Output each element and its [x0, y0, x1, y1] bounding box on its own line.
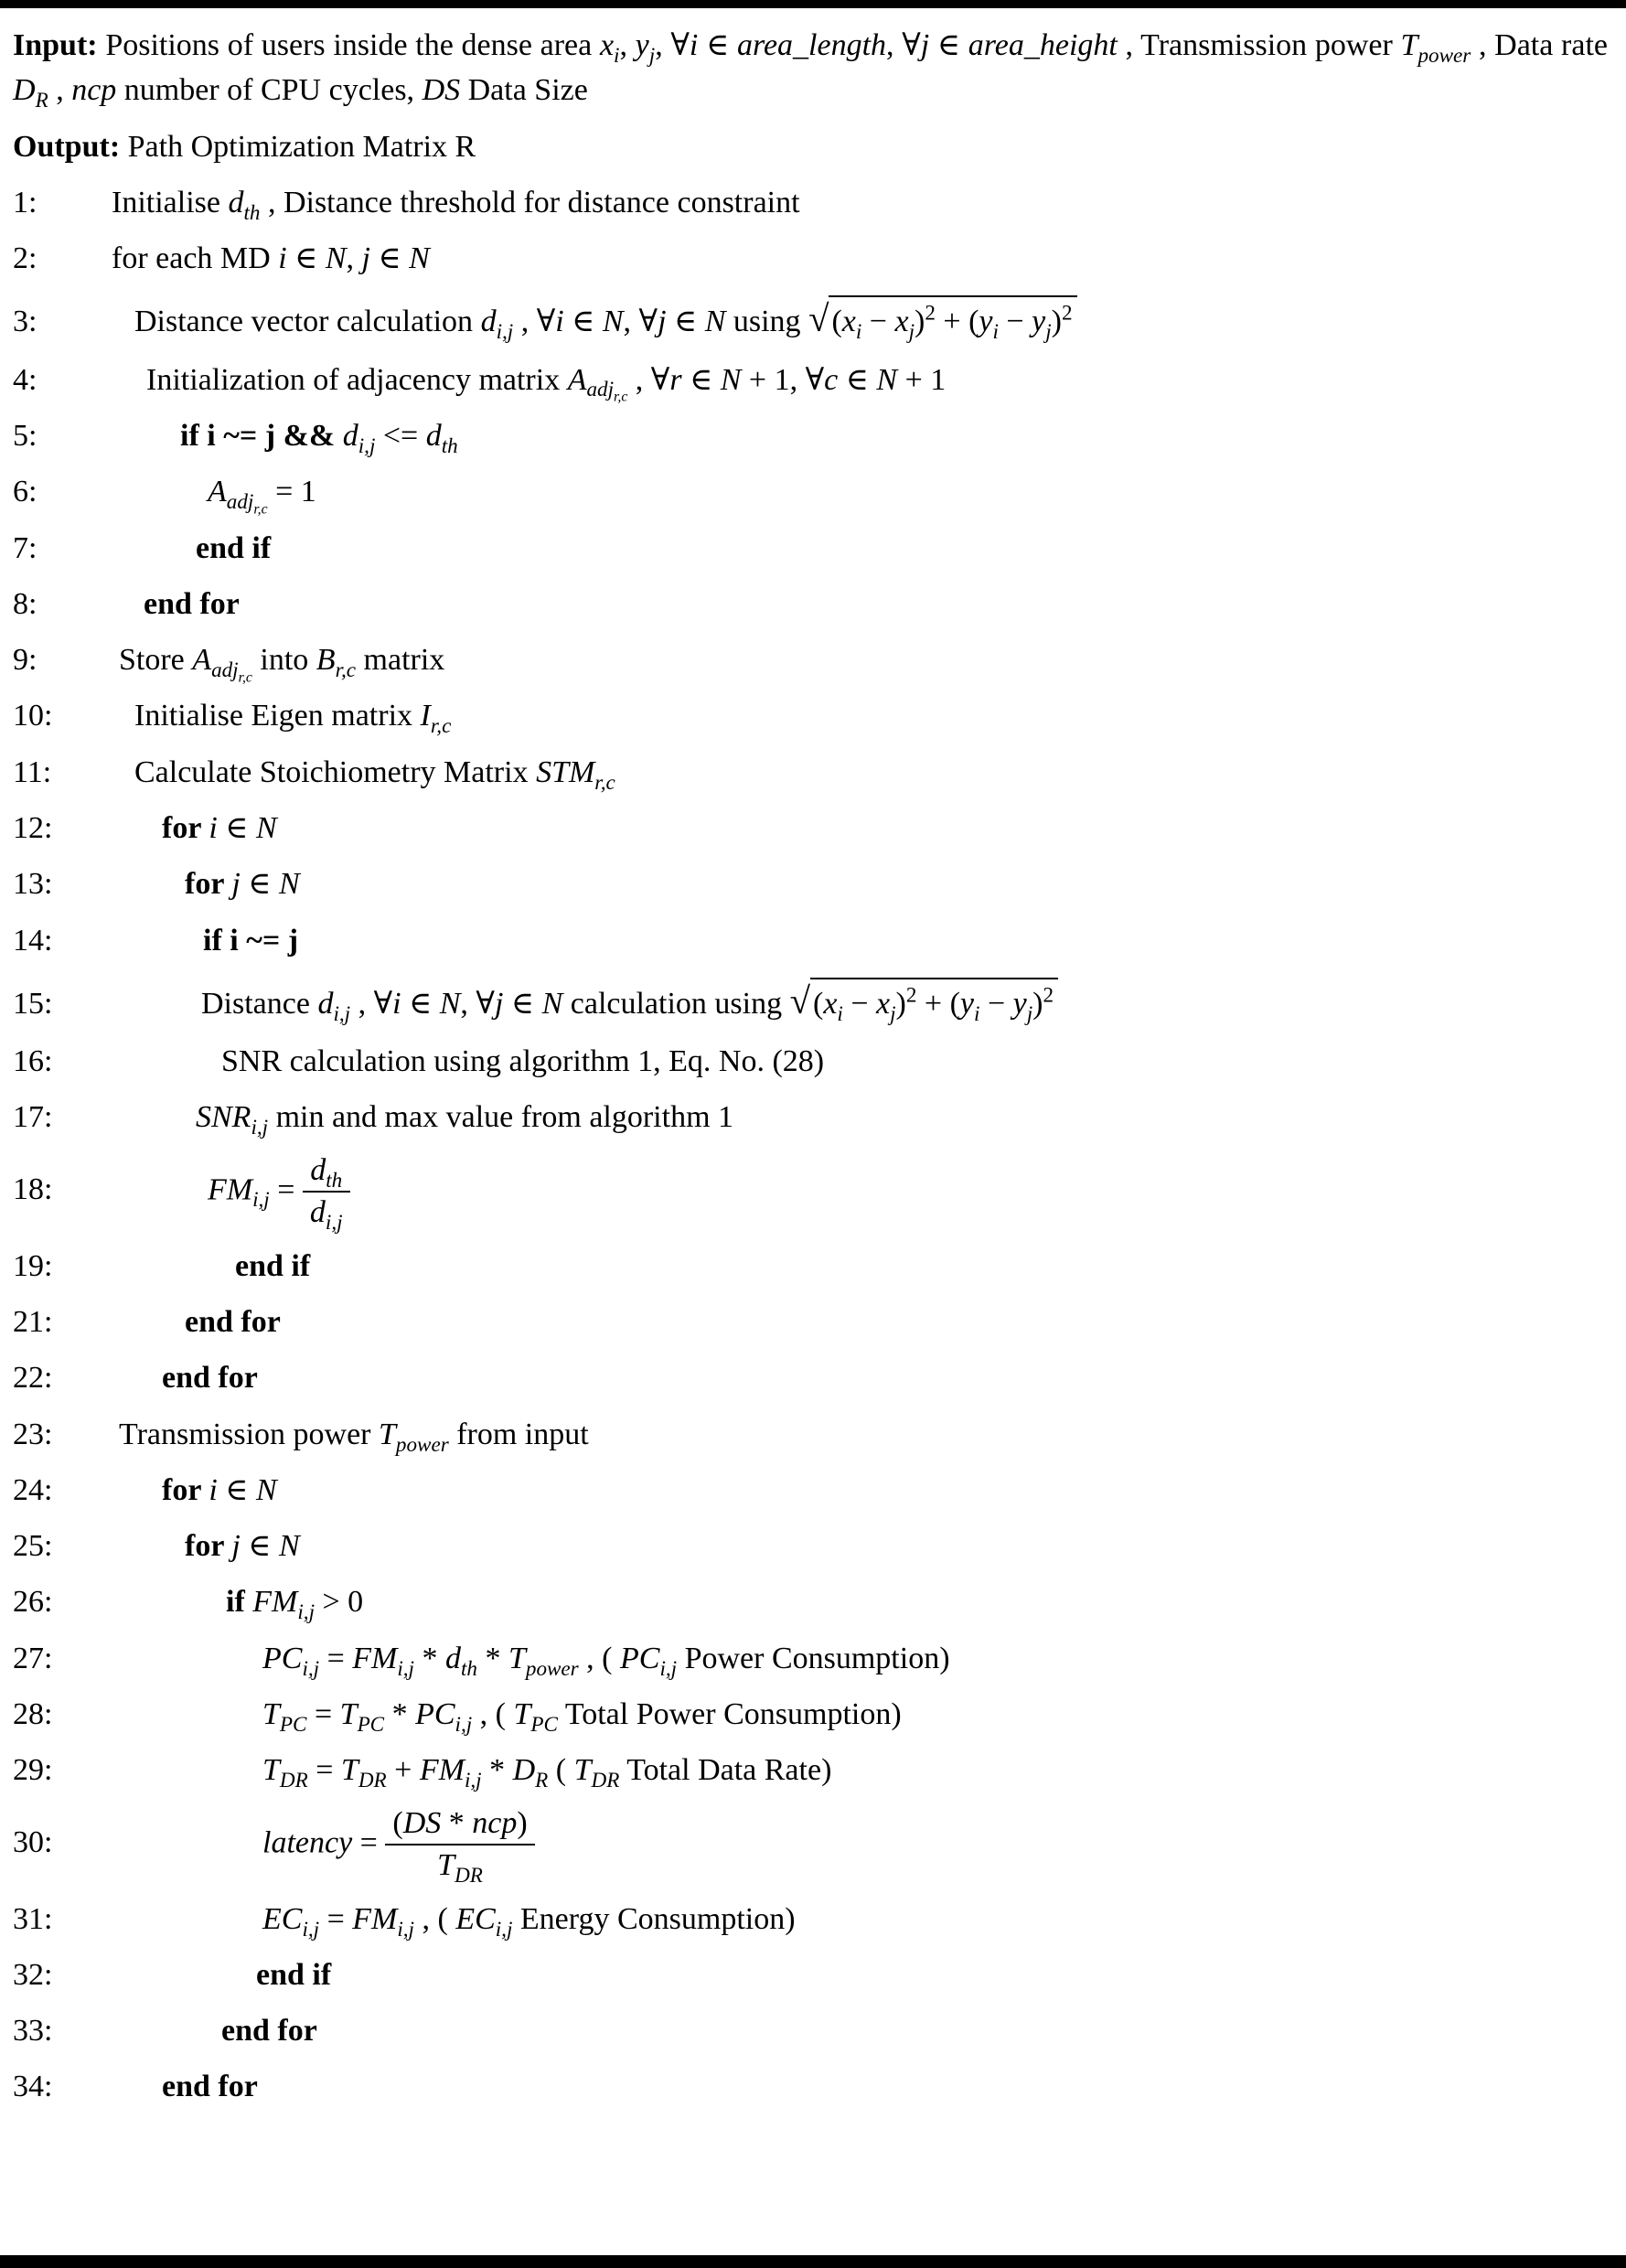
line-content: latency = $\frac{\text{(DS * ncp)}}{T_{DR}}$	[84, 1804, 1608, 1886]
line-content: for j ∈ N	[185, 1529, 300, 1564]
line-content: $A_{adj_{r,c}} = 1$	[208, 475, 316, 518]
line-content: Initialise $d_{th}$ , Distance threshold for distance constraint	[112, 185, 800, 225]
line-number: 30:	[13, 1824, 53, 1859]
line-number: 25:	[13, 1529, 53, 1564]
line-content: end for	[162, 2070, 258, 2104]
line-number: 5:	[13, 418, 37, 453]
algorithm-line	[13, 1033, 1608, 1089]
algorithm-line	[13, 632, 1608, 688]
line-number: 3:	[13, 305, 37, 339]
line-number: 12:	[13, 811, 53, 845]
algorithm-line	[13, 688, 1608, 744]
fraction-numerator: (DS * ncp)	[385, 1804, 534, 1846]
line-content: Distance vector calculation $d_{i,j}$ , ∀i ∈ N, ∀j ∈ N using $√(x_i - x_j)^2 + (y_i - y_j)^2$	[84, 292, 1608, 346]
line-content: end for	[144, 586, 240, 621]
algorithm-line	[13, 1238, 1608, 1294]
line-number: 10:	[13, 699, 53, 733]
sqrt-expression: $√(x_i - x_j)^2 + (y_i - y_j)^2$	[790, 987, 1058, 1021]
line-content: Initialization of adjacency matrix $A_{adj_{r,c}}$ , ∀r ∈ N + 1, ∀c ∈ N + 1	[146, 362, 947, 406]
line-content: Store $A_{adj_{r,c}}$ into $B_{r,c}$ matrix	[119, 643, 445, 686]
line-number: 17:	[13, 1100, 53, 1135]
line-content: if i ~= j	[203, 923, 299, 957]
line-content: Distance $d_{i,j}$ , ∀i ∈ N, ∀j ∈ N calculation using $√(x_i - x_j)^2 + (y_i - y_j)^2$	[84, 974, 1608, 1028]
algorithm-line	[13, 286, 1608, 351]
algorithm-line	[13, 352, 1608, 408]
line-number: 26:	[13, 1585, 53, 1620]
line-content: end for	[185, 1304, 281, 1339]
algorithm-line	[13, 1146, 1608, 1238]
fraction-denominator: $d_{i,j}$	[309, 1195, 343, 1235]
algorithm-line	[13, 2003, 1608, 2059]
algorithm-line	[13, 520, 1608, 576]
line-number: 13:	[13, 867, 53, 902]
line-number: 1:	[13, 185, 37, 219]
line-content: if i ~= j && $d_{i,j} <= d_{th}$	[180, 418, 458, 458]
algorithm-line	[13, 1407, 1608, 1462]
line-number: 16:	[13, 1044, 53, 1079]
algorithm-line	[13, 230, 1608, 286]
algorithm-line	[13, 408, 1608, 464]
line-number: 7:	[13, 530, 37, 565]
line-content: $SNR_{i,j}$ min and max value from algorithm 1	[196, 1100, 734, 1140]
fraction-denominator: $T_{DR}$	[437, 1848, 483, 1888]
algorithm-line	[13, 1350, 1608, 1406]
algorithm-header	[13, 17, 1608, 175]
algorithm-line	[13, 1947, 1608, 2003]
line-number: 23:	[13, 1417, 53, 1451]
fraction	[303, 1151, 350, 1233]
line-content: $T_{PC} = T_{PC} * PC_{i,j}$ , ( $T_{PC}$ Total Power Consumption)	[262, 1697, 902, 1737]
line-number: 21:	[13, 1304, 53, 1339]
line-number: 19:	[13, 1248, 53, 1283]
line-content: for i ∈ N	[162, 811, 277, 845]
algorithm-line	[13, 576, 1608, 632]
algorithm-line	[13, 1574, 1608, 1630]
line-content: Transmission power $T_{power}$ from input	[119, 1417, 589, 1457]
line-number: 22:	[13, 1361, 53, 1396]
line-content: SNR calculation using algorithm 1, Eq. No. (28)	[221, 1044, 825, 1079]
algorithm-line	[13, 1799, 1608, 1891]
line-number: 27:	[13, 1641, 53, 1675]
line-number: 4:	[13, 362, 37, 397]
radical-icon: √	[789, 979, 810, 1022]
line-number: 9:	[13, 643, 37, 678]
algorithm-line	[13, 968, 1608, 1033]
line-number: 11:	[13, 754, 52, 789]
algorithm-line	[13, 464, 1608, 519]
line-content: for i ∈ N	[162, 1472, 277, 1507]
line-content: for j ∈ N	[185, 867, 300, 902]
algorithm-line	[13, 1294, 1608, 1350]
line-content: end if	[235, 1248, 311, 1283]
line-content: $PC_{i,j} = FM_{i,j} * d_{th} * T_{power}$ , ( $PC_{i,j}$ Power Consumption)	[262, 1641, 950, 1681]
algorithm-body	[13, 175, 1608, 2115]
algorithm-line	[13, 913, 1608, 968]
line-number: 8:	[13, 586, 37, 621]
algorithm-line	[13, 1891, 1608, 1947]
line-number: 32:	[13, 1957, 53, 1992]
line-content: Input: Positions of users inside the dense area $x_i$, $y_j$, ∀i ∈ area_length, ∀j ∈ area_height , Transmission power $T_{power}$ , Data rate $D_R$ , ncp number of CPU cycles, DS Data Size	[13, 28, 1609, 113]
line-content: $EC_{i,j} = FM_{i,j}$ , ( $EC_{i,j}$ Energy Consumption)	[262, 1901, 796, 1942]
line-number: 2:	[13, 241, 37, 276]
line-number: 6:	[13, 475, 37, 509]
algorithm-line	[13, 17, 1608, 119]
line-number: 15:	[13, 986, 53, 1021]
algorithm-line	[13, 1686, 1608, 1742]
line-content: Output: Path Optimization Matrix R	[13, 129, 476, 164]
algorithm-line	[13, 800, 1608, 856]
algorithm-line	[13, 1631, 1608, 1686]
algorithm-line	[13, 1089, 1608, 1145]
line-number: 33:	[13, 2014, 53, 2049]
line-number: 24:	[13, 1472, 53, 1507]
line-number: 18:	[13, 1171, 53, 1206]
line-number: 29:	[13, 1753, 53, 1788]
line-content: Initialise Eigen matrix $I_{r,c}$	[134, 699, 452, 739]
line-content: end if	[196, 530, 272, 565]
algorithm-line	[13, 1462, 1608, 1518]
line-number: 14:	[13, 923, 53, 957]
fraction	[385, 1804, 534, 1886]
algorithm-line	[13, 744, 1608, 800]
line-number: 34:	[13, 2070, 53, 2104]
line-content: end for	[162, 1361, 258, 1396]
line-content: Calculate Stoichiometry Matrix $STM_{r,c}$	[134, 754, 615, 795]
algorithm-line	[13, 856, 1608, 912]
algorithm-line	[13, 2059, 1608, 2114]
line-content: if $FM_{i,j} > 0$	[226, 1585, 364, 1625]
line-number: 28:	[13, 1697, 53, 1731]
algorithm-line	[13, 1742, 1608, 1798]
radical-icon: √	[808, 298, 829, 340]
line-content: $T_{DR} = T_{DR} + FM_{i,j} * D_R$ ( $T_{DR}$ Total Data Rate)	[262, 1753, 832, 1793]
line-content: for each MD i ∈ N, j ∈ N	[112, 241, 430, 276]
algorithm-line	[13, 175, 1608, 230]
fraction-numerator: $d_{th}$	[303, 1151, 350, 1193]
line-content: $FM_{i,j}$ = $\frac{d_{th}}{d_{i,j}}$	[84, 1151, 1608, 1233]
algorithm-line	[13, 1518, 1608, 1574]
line-content: end for	[221, 2014, 317, 2049]
line-number: 31:	[13, 1901, 53, 1936]
algorithm-line	[13, 119, 1608, 175]
line-content: end if	[256, 1957, 332, 1992]
sqrt-expression: $√(x_i - x_j)^2 + (y_i - y_j)^2$	[808, 305, 1076, 338]
